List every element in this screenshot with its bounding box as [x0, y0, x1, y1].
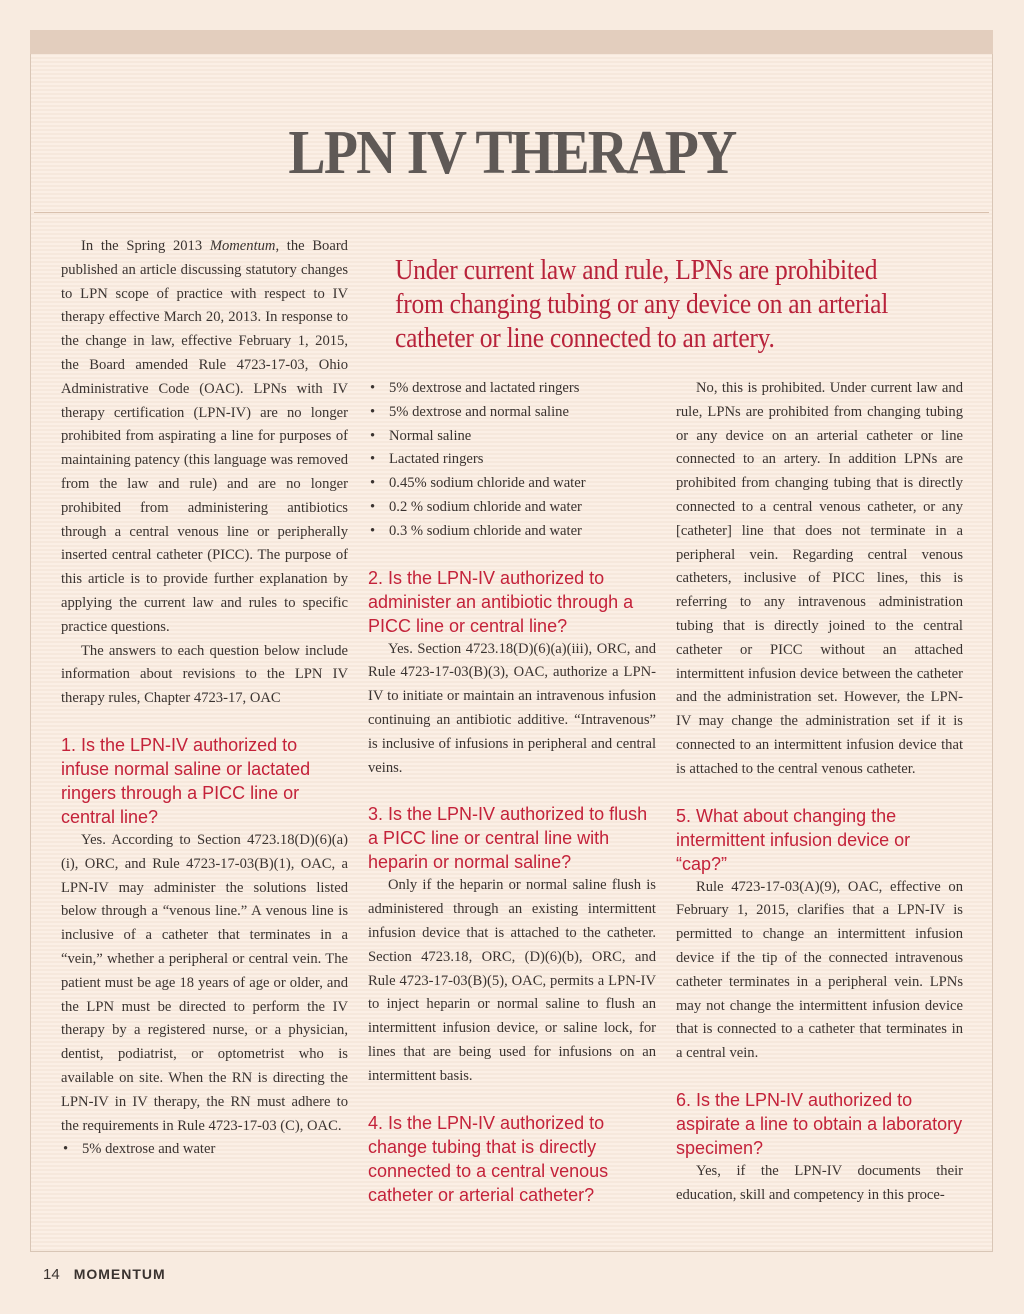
list-item [368, 496, 656, 520]
question-3-heading: 3. Is the LPN-IV authorized to flush a PICC line or central line with heparin or normal saline? [368, 804, 648, 873]
bullet-icon: • [370, 498, 376, 515]
question-5-answer: Rule 4723-17-03(A)(9), OAC, effective on February 1, 2015, clarifies that a LPN-IV is permitted to change an intermittent infusion device if the tip of the connected intravenous catheter terminates in a peripheral vein. LPNs may not change the intermittent infusion device that is connected to a catheter that terminates in a central vein. [676, 878, 963, 1062]
page-number: 14 [43, 1266, 60, 1283]
pull-quote: Under current law and rule, LPNs are prohibited from changing tubing or any device on an arterial catheter or line connected to an artery. [395, 254, 889, 354]
column-3 [676, 377, 963, 1208]
list-item [368, 472, 656, 496]
magazine-name: MOMENTUM [73, 1266, 166, 1282]
list-item [368, 425, 656, 449]
list-item-text: Normal saline [389, 427, 472, 444]
question-6-answer: Yes, if the LPN-IV documents their education, skill and competency in this proce- [676, 1162, 963, 1203]
column-1 [61, 235, 348, 1162]
bullet-icon: • [370, 451, 376, 468]
bullet-icon: • [370, 427, 376, 444]
list-item [368, 377, 656, 401]
list-item-text: Lactated ringers [389, 451, 484, 468]
question-1-answer: Yes. According to Section 4723.18(D)(6)(a)(i), ORC, and Rule 4723-17-03(B)(1), OAC, a LPN-IV may administer the solutions listed below through a “venous line.” A venous line is inclusive of a catheter that terminates in a “vein,” whether a peripheral or central vein. The patient must be age 18 years of age or older, and the LPN must be directed to perform the IV therapy by a registered nurse, or a physician, dentist, podiatrist, or optometrist who is available on site. When the RN is directing the LPN-IV in IV therapy, the RN must adhere to the requirements in Rule 4723-17-03 (C), OAC. [61, 831, 348, 1134]
intro-text-start: In the Spring 2013 [81, 238, 210, 254]
page-title: LPN IV THERAPY [288, 119, 736, 187]
page-footer [43, 1266, 166, 1283]
question-2-heading: 2. Is the LPN-IV authorized to administer an antibiotic through a PICC line or central line? [368, 567, 634, 636]
list-item [368, 448, 656, 472]
question-4-heading: 4. Is the LPN-IV authorized to change tubing that is directly connected to a central venous catheter or arterial catheter? [368, 1112, 609, 1205]
bullet-icon: • [63, 1141, 69, 1158]
question-2-answer: Yes. Section 4723.18(D)(6)(a)(iii), ORC, and Rule 4723-17-03(B)(3), OAC, authorize a LPN-IV to initiate or maintain an intravenous infusion continuing an antibiotic additive. “Intravenous” is inclusive of infusions in peripheral and central veins. [368, 640, 656, 776]
question-5-heading: 5. What about changing the intermittent infusion device or “cap?” [676, 805, 911, 874]
header-band [30, 30, 993, 54]
list-item-text: 0.2 % sodium chloride and water [389, 498, 582, 515]
bullet-icon: • [370, 522, 376, 539]
list-item [368, 520, 656, 544]
question-3-answer: Only if the heparin or normal saline flush is administered through an existing intermittent infusion device that is attached to the catheter. Section 4723.18, ORC, (D)(6)(b), ORC, and Rule 4723-17-03(B)(5), OAC, permits a LPN-IV to inject heparin or normal saline to flush an intermittent infusion device, or saline lock, for lines that are being used for infusions on an intermittent basis. [368, 877, 656, 1084]
question-1-heading: 1. Is the LPN-IV authorized to infuse normal saline or lactated ringers through a PICC line or central line? [61, 734, 311, 827]
bullet-icon: • [370, 380, 376, 396]
solution-list-part-1 [61, 1138, 348, 1162]
list-item-text: 0.45% sodium chloride and water [389, 475, 586, 492]
intro-text-rest: , the Board published an article discussing statutory changes to LPN scope of practice with respect to IV therapy effective March 20, 2013. In response to the change in law, effective February 1, 2015, the Board amended Rule 4723-17-03, Ohio Administrative Code (OAC). LPNs with IV therapy certification (LPN-IV) are no longer prohibited from aspirating a line for purposes of maintaining patency (this language was removed from the law and rule) and are no longer prohibited from administering antibiotics through a central venous line or peripherally inserted central catheter (PICC). The purpose of this article is to provide further explanation by applying the current law and rules to specific practice questions. [61, 238, 348, 635]
solution-list-part-2 [368, 377, 656, 544]
list-item-text: 5% dextrose and water [82, 1141, 216, 1158]
question-4-answer: No, this is prohibited. Under current law and rule, LPNs are prohibited from changing tubing or any device on an arterial catheter or line connected to an artery. In addition LPNs are prohibited from changing tubing that is directly connected to a central venous catheter, or any [catheter] line that does not terminate in a peripheral vein. Regarding central venous catheters, inclusive of PICC lines, this is referring to any intravenous administration tubing that is directly joined to the central catheter or PICC without an attached intermittent infusion device between the catheter and the administration set. However, the LPN-IV may change the administration set if it is connected to an intermittent infusion device that is attached to the central venous catheter. [676, 380, 963, 777]
magazine-name-italic: Momentum [209, 238, 276, 254]
column-2 [368, 377, 656, 1207]
title-divider [34, 212, 989, 213]
list-item [61, 1138, 348, 1162]
bullet-icon: • [370, 403, 376, 420]
bullet-icon: • [370, 475, 376, 492]
list-item-text: 5% dextrose and normal saline [389, 403, 569, 420]
list-item [368, 401, 656, 425]
intro-paragraph-2: The answers to each question below include information about revisions to the LPN IV therapy rules, Chapter 4723-17, OAC [61, 642, 348, 707]
list-item-text: 5% dextrose and lactated ringers [389, 380, 580, 396]
question-6-heading: 6. Is the LPN-IV authorized to aspirate a line to obtain a laboratory specimen? [676, 1089, 963, 1158]
list-item-text: 0.3 % sodium chloride and water [389, 522, 582, 539]
intro-paragraph-1 [61, 235, 348, 640]
